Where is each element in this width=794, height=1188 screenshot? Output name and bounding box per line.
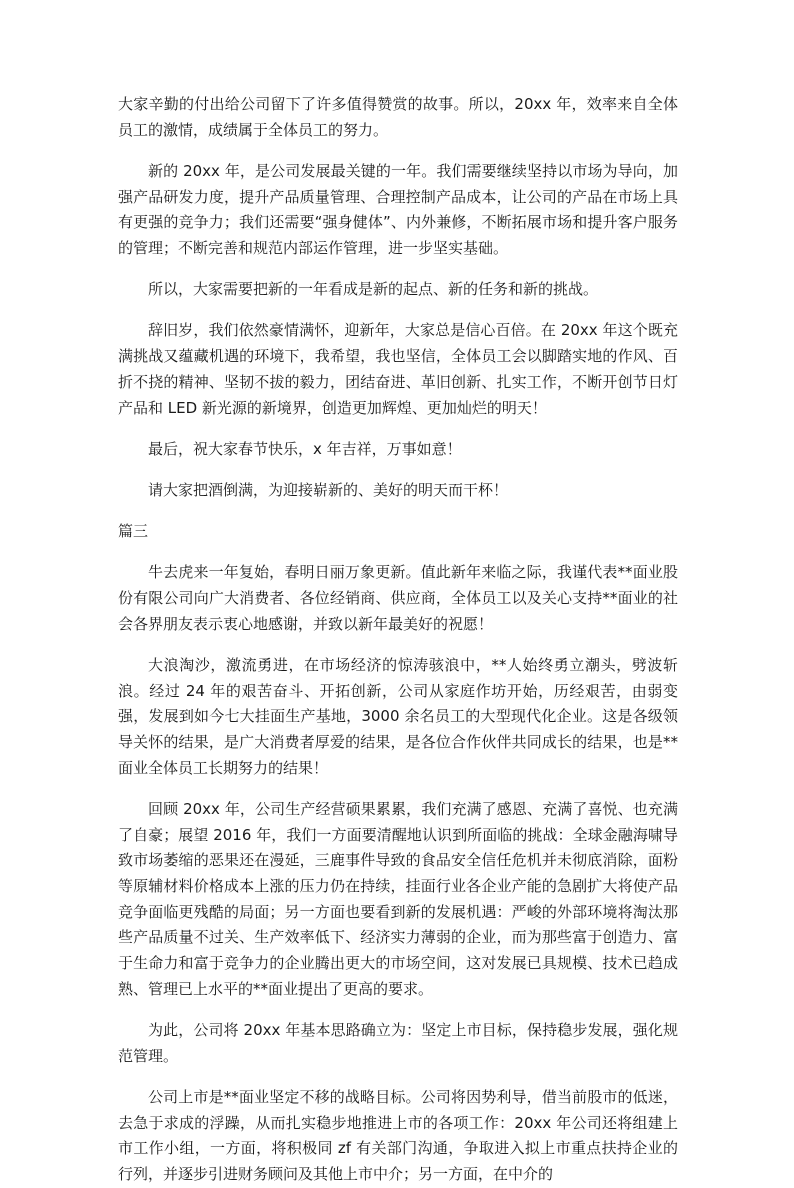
paragraph-2: 新的 20xx 年，是公司发展最关键的一年。我们需要继续坚持以市场为导向，加强产品研发力度，提升产品质量管理、合理控制产品成本，让公司的产品在市场上具有更强的竞争力；我们还需要“强身健体”、内外兼修，不断拓展市场和提升客户服务的管理；不断完善和规范内部运作管理，进一步坚实基础。 [118, 161, 678, 258]
paragraph-6: 请大家把酒倒满，为迎接崭新的、美好的明天而干杯！ [148, 480, 509, 499]
paragraph-10: 为此，公司将 20xx 年基本思路确立为：坚定上市目标，保持稳步发展，强化规范管理。 [118, 1021, 678, 1065]
paragraph-3: 所以，大家需要把新的一年看成是新的起点、新的任务和新的挑战。 [148, 280, 599, 299]
paragraph-9: 回顾 20xx 年，公司生产经营硕果累累，我们充满了感恩、充满了喜悦、也充满了自豪；展望 2016 年，我们一方面要清醒地认识到所面临的挑战：全球金融海啸导致市场萎缩的恶果还在漫延，三鹿事件导致的食品安全信任危机并未彻底消除，面粉等原辅材料价格成本上涨的压力仍在持续，挂面行业各企业产能的急剧扩大将使产品竞争面临更残酷的局面；另一方面也要看到新的发展机遇：严峻的外部环境将淘汰那些产品质量不过关、生产效率低下、经济实力薄弱的企业，而为那些富于创造力、富于生命力和富于竞争力的企业腾出更大的市场空间，这对发展已具规模、技术已趋成熟、管理已上水平的**面业提出了更高的要求。 [118, 799, 678, 998]
paragraph-5: 最后，祝大家春节快乐，x 年吉祥，万事如意！ [148, 439, 462, 458]
paragraph-8: 大浪淘沙，激流勇进，在市场经济的惊涛骇浪中，**人始终勇立潮头，劈波斩浪。经过 24 年的艰苦奋斗、开拓创新，公司从家庭作坊开始，历经艰苦，由弱变强，发展到如今七大挂面生产基地，3000 余名员工的大型现代化企业。这是各级领导关怀的结果，是广大消费者厚爱的结果，是各位合作伙伴共同成长的结果，也是**面业全体员工长期努力的结果！ [118, 655, 678, 777]
section-heading: 篇三 [118, 522, 149, 541]
paragraph-4: 辞旧岁，我们依然豪情满怀，迎新年，大家总是信心百倍。在 20xx 年这个既充满挑战又蕴藏机遇的环境下，我希望，我也坚信，全体员工会以脚踏实地的作风、百折不挠的精神、坚韧不拔的毅力，团结奋进、革旧创新、扎实工作，不断开创节日灯产品和 LED 新光源的新境界，创造更加辉煌、更加灿烂的明天！ [118, 321, 678, 417]
paragraph-11: 公司上市是**面业坚定不移的战略目标。公司将因势利导，借当前股市的低迷，去急于求成的浮躁，从而扎实稳步地推进上市的各项工作：20xx 年公司还将组建上市工作小组，一方面，将积极同 zf 有关部门沟通，争取进入拟上市重点扶持企业的行列，并逐步引进财务顾问及其他上市中介；另一方面，在中介的 [118, 1088, 678, 1184]
paragraph-7: 牛去虎来一年复始，春明日丽万象更新。值此新年来临之际，我谨代表**面业股份有限公司向广大消费者、各位经销商、供应商，全体员工以及关心支持**面业的社会各界朋友表示衷心地感谢，并致以新年最美好的祝愿！ [118, 563, 678, 633]
paragraph-1: 大家辛勤的付出给公司留下了许多值得赞赏的故事。所以，20xx 年，效率来自全体员工的激情，成绩属于全体员工的努力。 [118, 95, 678, 139]
document-page [118, 92, 678, 1188]
